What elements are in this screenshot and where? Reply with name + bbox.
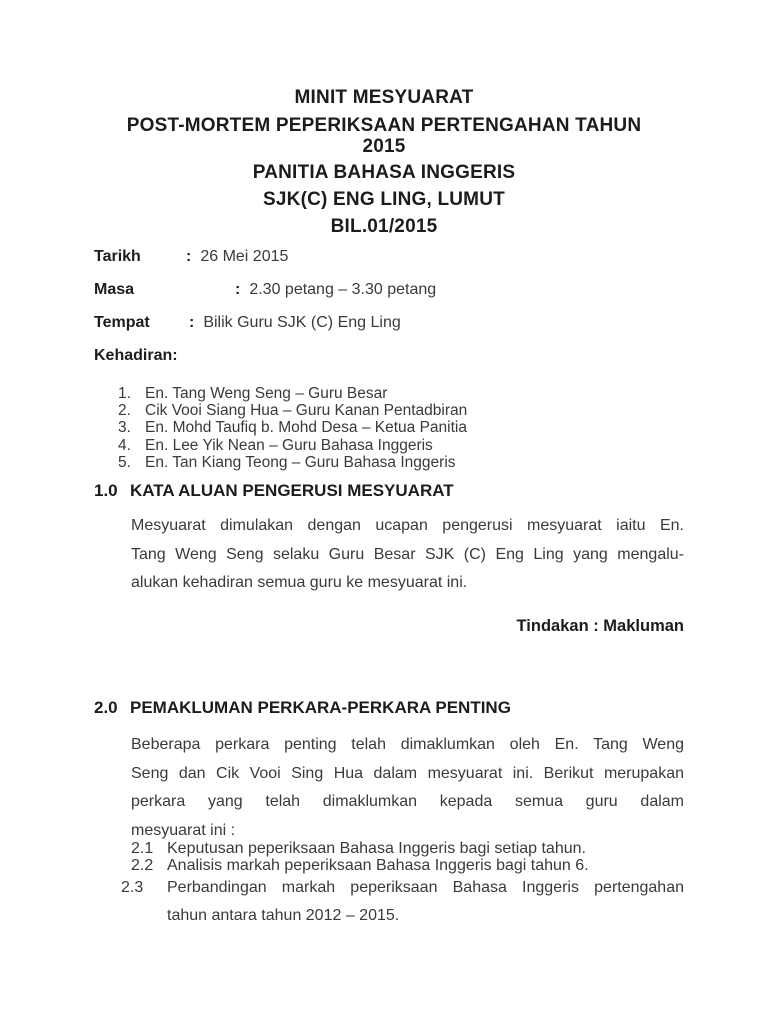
section-heading-text: KATA ALUAN PENGERUSI MESYUARAT: [130, 481, 454, 500]
meta-value-tempat: Bilik Guru SJK (C) Eng Ling: [203, 314, 401, 331]
section-2-heading: [94, 697, 684, 718]
attendee-text: En. Tang Weng Seng – Guru Besar: [145, 385, 388, 402]
subitem-number: 2.1: [131, 840, 154, 857]
subitem-text: Keputusan peperiksaan Bahasa Inggeris bagi setiap tahun.: [167, 840, 586, 857]
action-note: Tindakan : Makluman: [516, 617, 684, 635]
meta-row-masa: [94, 279, 684, 300]
meta-label-masa: Masa: [94, 281, 135, 298]
meta-label-tarikh: Tarikh: [94, 248, 141, 265]
subitem-number: 2.3: [121, 879, 144, 897]
attendance-heading: Kehadiran:: [94, 347, 178, 364]
attendee-item: [118, 437, 684, 454]
attendee-item: [118, 385, 684, 402]
meta-colon: :: [189, 314, 195, 331]
section-1-heading: [94, 480, 684, 501]
attendee-text: Cik Vooi Siang Hua – Guru Kanan Pentadbiran: [145, 402, 468, 420]
paragraph-line: perkara yang telah dimaklumkan kepada semua guru dalam: [131, 793, 684, 810]
attendee-number: 4.: [118, 436, 131, 454]
meta-row-tarikh: [94, 246, 684, 267]
paragraph-line: alukan kehadiran semua guru ke mesyuarat ini.: [131, 574, 468, 591]
meta-colon: :: [186, 248, 192, 265]
attendee-list: [118, 385, 684, 471]
attendee-item: [118, 419, 684, 436]
subitem-2-1: [94, 840, 684, 857]
attendee-text: En. Tan Kiang Teong – Guru Bahasa Inggeris: [145, 453, 456, 471]
title-line-year: 2015: [362, 136, 406, 157]
subitem-2-2: [94, 857, 684, 874]
subitem-text: [167, 874, 684, 930]
subitem-line: tahun antara tahun 2012 – 2015.: [167, 907, 400, 925]
subitem-text: Analisis markah peperiksaan Bahasa Inggeris bagi tahun 6.: [167, 857, 589, 875]
attendee-number: 1.: [118, 385, 131, 402]
meta-colon: :: [235, 281, 241, 298]
meeting-meta: [94, 246, 684, 366]
subitem-line: Perbandingan markah peperiksaan Bahasa Inggeris pertengahan: [167, 879, 684, 897]
paragraph-line: mesyuarat ini :: [131, 821, 236, 839]
paragraph-line: Beberapa perkara penting telah dimaklumkan oleh En. Tang Weng: [131, 736, 684, 753]
section-heading-text: PEMAKLUMAN PERKARA-PERKARA PENTING: [130, 698, 511, 717]
attendee-number: 5.: [118, 453, 131, 471]
meta-row-tempat: [94, 312, 684, 333]
subitem-2-3: [94, 874, 684, 930]
section-number: 1.0: [94, 481, 118, 500]
document-title: [0, 87, 768, 237]
title-line-school: SJK(C) ENG LING, LUMUT: [263, 189, 505, 210]
section-2-paragraph: [131, 731, 684, 845]
attendee-text: En. Lee Yik Nean – Guru Bahasa Inggeris: [145, 436, 433, 454]
paragraph-line: Seng dan Cik Vooi Sing Hua dalam mesyuarat ini. Berikut merupakan: [131, 764, 684, 782]
meta-label-tempat: Tempat: [94, 314, 150, 331]
meta-value-masa: 2.30 petang – 3.30 petang: [249, 281, 437, 298]
subitem-number: 2.2: [131, 857, 154, 875]
meta-value-tarikh: 26 Mei 2015: [200, 248, 289, 265]
section-number: 2.0: [94, 698, 118, 717]
attendee-number: 2.: [118, 402, 131, 420]
subitem-list: [94, 840, 684, 930]
paragraph-line: Mesyuarat dimulakan dengan ucapan pengerusi mesyuarat iaitu En.: [131, 517, 684, 534]
attendee-number: 3.: [118, 419, 131, 437]
title-line-postmortem: POST-MORTEM PEPERIKSAAN PERTENGAHAN TAHUN: [126, 115, 642, 136]
attendee-item: [118, 454, 684, 471]
title-line-panitia: PANITIA BAHASA INGGERIS: [252, 162, 516, 183]
attendee-item: [118, 402, 684, 419]
attendee-text: En. Mohd Taufiq b. Mohd Desa – Ketua Panitia: [145, 419, 467, 437]
title-line-bil: BIL.01/2015: [330, 216, 438, 237]
title-line-minit: MINIT MESYUARAT: [294, 87, 474, 108]
paragraph-line: Tang Weng Seng selaku Guru Besar SJK (C) Eng Ling yang mengalu-: [131, 545, 684, 563]
section-1-paragraph: [131, 512, 684, 598]
